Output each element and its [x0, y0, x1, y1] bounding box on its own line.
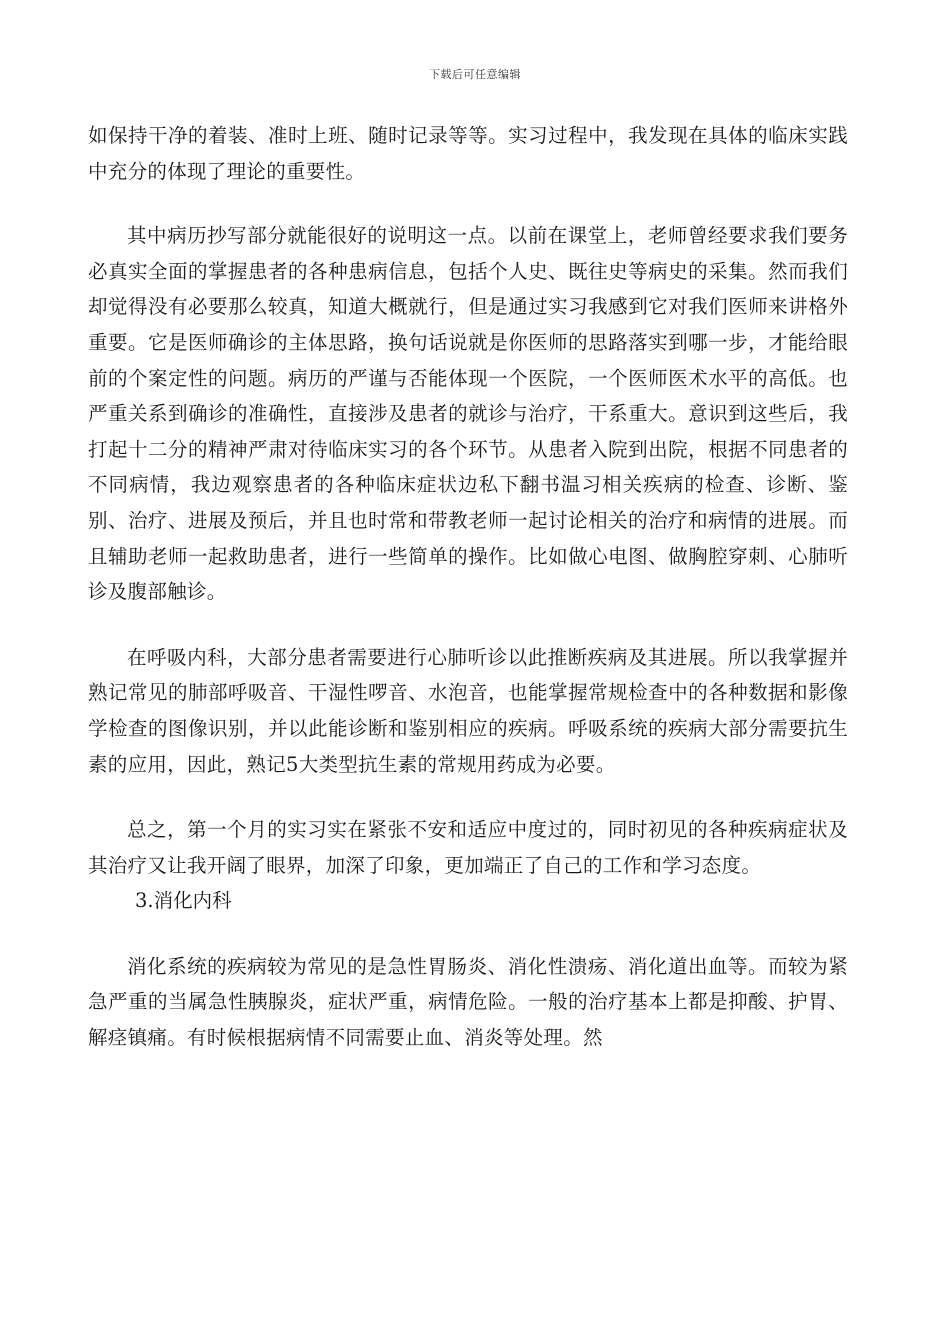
- paragraph-respiratory: 在呼吸内科，大部分患者需要进行心肺听诊以此推断疾病及其进展。所以我掌握并熟记常见的肺部呼吸音、干湿性啰音、水泡音，也能掌握常规检查中的各种数据和影像学检查的图像识别，并以此能诊断和鉴别相应的疾病。呼吸系统的疾病大部分需要抗生素的应用，因此，熟记5大类型抗生素的常规用药成为必要。: [88, 645, 848, 776]
- document-body: [88, 118, 848, 1056]
- page-header: 下载后可任意编辑: [429, 68, 521, 81]
- paragraph-digestive: 消化系统的疾病较为常见的是急性胃肠炎、消化性溃疡、消化道出血等。而较为紧急严重的当属急性胰腺炎，症状严重，病情危险。一般的治疗基本上都是抑酸、护胃、解痉镇痛。有时候根据病情不同需要止血、消炎等处理。然: [88, 954, 848, 1050]
- paragraph-medical-records: 其中病历抄写部分就能很好的说明这一点。以前在课堂上，老师曾经要求我们要务必真实全面的掌握患者的各种患病信息，包括个人史、既往史等病史的采集。然而我们却觉得没有必要那么较真，知道大概就行，但是通过实习我感到它对我们医师来讲格外重要。它是医师确诊的主体思路，换句话说就是你医师的思路落实到哪一步，才能给眼前的个案定性的问题。病历的严谨与否能体现一个医院，一个医师医术水平的高低。也严重关系到确诊的准确性，直接涉及患者的就诊与治疗，干系重大。意识到这些后，我打起十二分的精神严肃对待临床实习的各个环节。从患者入院到出院，根据不同患者的不同病情，我边观察患者的各种临床症状边私下翻书温习相关疾病的检查、诊断、鉴别、治疗、进展及预后，并且也时常和带教老师一起讨论相关的治疗和病情的进展。而且辅助老师一起救助患者，进行一些简单的操作。比如做心电图、做胸腔穿刺、心肺听诊及腹部触诊。: [88, 224, 848, 604]
- paragraph-summary: 总之，第一个月的实习实在紧张不安和适应中度过的，同时初见的各种疾病症状及其治疗又让我开阔了眼界，加深了印象，更加端正了自己的工作和学习态度。: [88, 818, 848, 877]
- paragraph-continuation: 如保持干净的着装、准时上班、随时记录等等。实习过程中，我发现在具体的临床实践中充分的体现了理论的重要性。: [88, 124, 848, 183]
- section-heading-digestive: 3.消化内科: [135, 889, 232, 913]
